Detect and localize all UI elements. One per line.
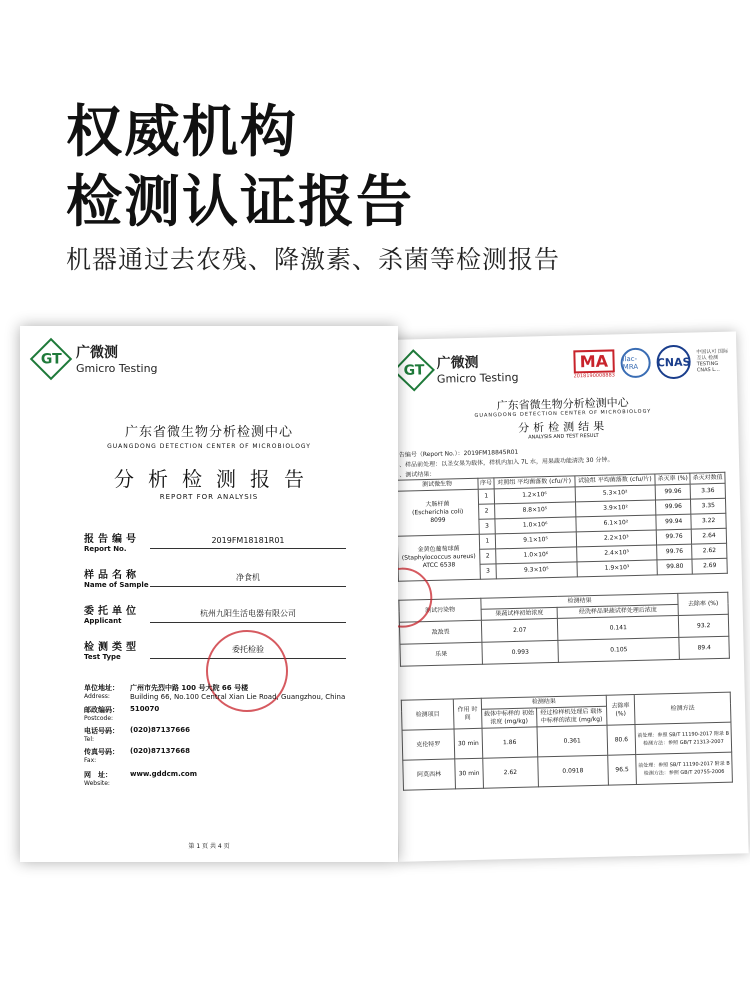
accreditation-marks [573, 344, 731, 382]
t2-header: 测试污染物 [399, 598, 482, 622]
table-row: 2 1.0×10⁶ 2.4×10³ 99.76 2.62 [398, 543, 727, 566]
t1-header: 试验组 平均菌落数 (cfu/片) [574, 474, 655, 487]
table-row: 3 9.3×10⁵ 1.9×10³ 99.80 2.69 [398, 558, 727, 581]
page-number: 第 1 页 共 4 页 [188, 843, 230, 850]
microbe-table [395, 472, 727, 582]
ilac-mra-icon: ilac-MRA [620, 348, 651, 379]
brand-text: 广微测 Gmicro Testing [436, 354, 519, 386]
center-name-en: GUANGDONG DETECTION CENTER OF MICROBIOLOGY [474, 408, 652, 419]
table-row: 敌敌畏 2.07 0.141 93.2 [399, 614, 728, 644]
t2-header: 去除率 (%) [678, 592, 728, 615]
tel-row: 电话号码： Tel: (020)87137666 [84, 726, 190, 743]
t3-header: 检测方法 [634, 692, 731, 724]
table-row: 金黄色葡萄球菌 (Staphylococcus aureus) ATCC 6538 1 9.1×10⁵ 2.2×10³ 99.76 2.64 [397, 528, 726, 551]
t1-header: 杀灭率 (%) [655, 473, 690, 485]
table-row: 3 1.0×10⁶ 6.1×10² 99.94 3.22 [397, 513, 726, 536]
results-title: 分析检测结果 [518, 419, 609, 435]
t2-header: 检测结果 [481, 593, 678, 609]
t3-header: 检测项目 [401, 699, 454, 730]
t3-header: 作用 时间 [453, 698, 482, 729]
website-row: 网 址： Website: www.gddcm.com [84, 770, 197, 787]
t3-header: 经过检样机处理后 载体中标样的浓度 (mg/kg) [536, 706, 607, 727]
postcode-row: 邮政编码： Postcode: 510070 [84, 705, 160, 722]
t1-header: 序号 [478, 478, 494, 489]
gt-logo-icon: GT [30, 338, 72, 380]
cnas-icon: CNAS [656, 345, 691, 380]
report-title-en: REPORT FOR ANALYSIS [159, 493, 259, 501]
table-row: 2 8.8×10⁵ 3.9×10² 99.96 3.35 [397, 498, 726, 521]
results-document [386, 331, 749, 861]
results-heading: 、测试结果： [399, 470, 436, 479]
ma-icon: MA [573, 349, 615, 373]
hormone-table [401, 692, 733, 791]
report-title: 分析检测报告 [114, 467, 318, 491]
table-row: 大肠杆菌 (Escherichia coli) 8099 1 1.2×10⁶ 5.3×10² 99.96 3.36 [396, 483, 725, 506]
pretreatment-line: 、样品前处理：以圣女果为载体，样机内加入 7L 水，用果蔬功能清洗 30 分钟。 [398, 456, 614, 469]
table-row: 乐果 0.993 0.105 89.4 [400, 636, 729, 666]
report-cover-document [20, 326, 398, 862]
t3-header: 载体中标样的 初始浓度 (mg/kg) [482, 708, 537, 728]
brand-text: 广微测 Gmicro Testing [76, 345, 158, 375]
t3-header: 检测结果 [481, 695, 606, 709]
address-row: 单位地址： Address: 广州市先烈中路 100 号大院 66 号楼 Building 66, No.100 Central Xian Lie Road, Guangzhou, China [84, 684, 346, 701]
subtitle: 机器通过去农残、降激素、杀菌等检测报告 [66, 245, 561, 274]
t1-header: 测试微生物 [396, 478, 478, 491]
headline-line1: 权威机构 [66, 100, 298, 165]
gt-logo-icon: GT [393, 349, 435, 391]
headline-line2: 检测认证报告 [66, 170, 414, 235]
t3-header: 去除率 (%) [606, 695, 635, 726]
center-name: 广东省微生物分析检测中心 [496, 396, 629, 413]
pesticide-table [398, 592, 730, 667]
table-row: 阿莫西林 30 min 2.62 0.0918 96.5 前处理：参照 SB/T 11190-2017 附录 B 检测方法：参照 GB/T 20755-2006 [403, 752, 733, 790]
cnas-label: 中国认可 国际互认 检测 TESTING CNAS L... [696, 348, 729, 374]
table-row: 克伦特罗 30 min 1.86 0.361 80.6 前处理：参照 SB/T 11190-2017 附录 B 检测方法：参照 GB/T 21313-2007 [402, 722, 732, 760]
field-applicant: 委托单位 Applicant 杭州九阳生活电器有限公司 [84, 602, 140, 625]
cma-mark: MA 2018190008883 [573, 349, 615, 379]
center-name: 广东省微生物分析检测中心 [124, 425, 293, 440]
fax-row: 传真号码： Fax: (020)87137668 [84, 747, 190, 764]
t2-header: 果蔬试样初始浓度 [481, 607, 557, 620]
results-title-en: ANALYSIS AND TEST RESULT [528, 432, 599, 441]
t1-header: 杀灭对数值 [690, 472, 725, 484]
field-report-no: 报告编号 Report No. 2019FM18181R01 [84, 530, 140, 553]
t1-header: 对照组 平均菌落数 (cfu/片) [494, 476, 575, 489]
field-test-type: 检测类型 Test Type 委托检验 [84, 638, 140, 661]
center-name-en: GUANGDONG DETECTION CENTER OF MICROBIOLOGY [107, 443, 311, 450]
field-sample-name: 样品名称 Name of Sample 净食机 [84, 566, 149, 589]
report-no-line: 告编号（Report No.）：2019FM18845R01 [398, 448, 519, 459]
t2-header: 经洗样品果蔬试样处理后浓度 [557, 604, 678, 618]
